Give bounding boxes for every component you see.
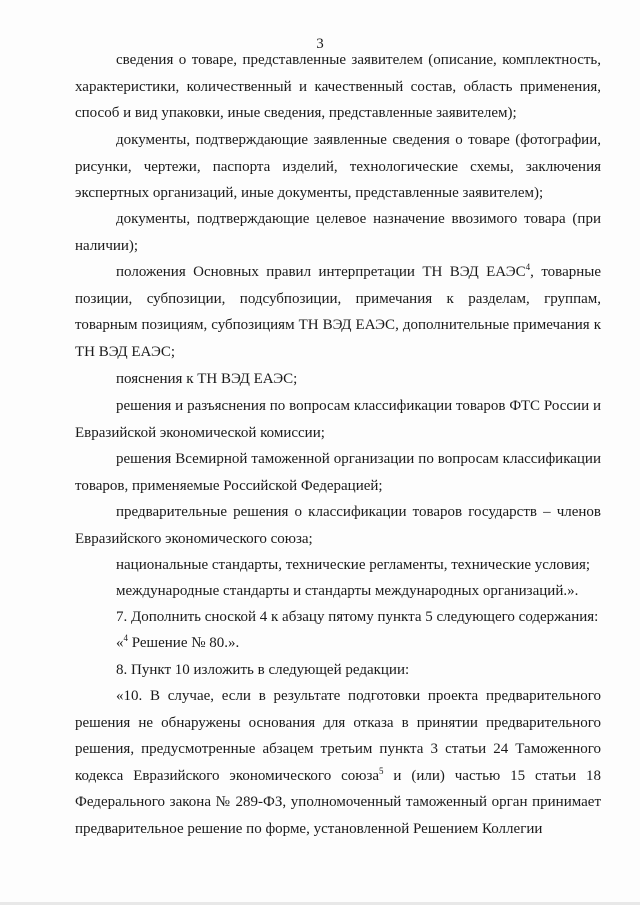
paragraph-text-part: «: [116, 635, 124, 651]
paragraph-text-part: , товарные позиции, субпозиции, подсубпозиции, примечания к разделам, группам, товарным позициям, субпозициям ТН ВЭД ЕАЭС, дополнительные примечания к ТН ВЭД ЕАЭС;: [75, 264, 601, 360]
paragraph-item-10: [75, 683, 601, 842]
paragraph-national-standards: национальные стандарты, технические регламенты, технические условия;: [116, 557, 591, 573]
paragraph-interpretation-rules: [75, 259, 601, 365]
paragraph-item-8: 8. Пункт 10 изложить в следующей редакции:: [116, 662, 410, 678]
paragraph-wco-decisions: решения Всемирной таможенной организации по вопросам классификации товаров, применяемые Российской Федерацией;: [75, 451, 601, 494]
footnote-marker: 4: [525, 262, 531, 272]
paragraph-fts-decisions: решения и разъяснения по вопросам классификации товаров ФТС России и Евразийской экономической комиссии;: [75, 398, 601, 441]
paragraph-footnote-4: [75, 630, 601, 657]
paragraph-text-part: Решение № 80.».: [128, 635, 240, 651]
page-number: 3: [316, 36, 324, 52]
paragraph-purpose-documents: документы, подтверждающие целевое назначение ввозимого товара (при наличии);: [75, 211, 601, 254]
paragraph-international-standards: международные стандарты и стандарты международных организаций.».: [116, 583, 579, 599]
paragraph-text-part: и (или) частью 15 статьи 18 Федерального закона № 289-ФЗ, уполномоченный таможенный орган принимает предварительное решение по форме, установленной Решением Коллегии: [75, 767, 601, 837]
paragraph-preliminary-decisions: предварительные решения о классификации товаров государств – членов Евразийского экономического союза;: [75, 504, 601, 547]
paragraph-text-part: «10. В случае, если в результате подготовки проекта предварительного решения не обнаружены основания для отказа в принятии предварительного решения, предусмотренные абзацем третьим пункта 3 статьи 24 Таможенного кодекса Евразийского экономического союза: [75, 688, 601, 784]
paragraph-text-part: положения Основных правил интерпретации ТН ВЭД ЕАЭС: [116, 264, 526, 280]
footnote-marker: 4: [123, 633, 128, 643]
paragraph-supporting-documents: документы, подтверждающие заявленные сведения о товаре (фотографии, рисунки, чертежи, паспорта изделий, технологические схемы, заключения экспертных организаций, иные документы, представленные заявителем);: [75, 132, 601, 201]
footnote-marker: 5: [379, 765, 384, 776]
paragraph-item-7: 7. Дополнить сноской 4 к абзацу пятому пункта 5 следующего содержания:: [116, 609, 599, 625]
paragraph-product-info: сведения о товаре, представленные заявителем (описание, комплектность, характеристики, количественный и качественный состав, область применения, способ и вид упаковки, иные сведения, представленные заявителем);: [75, 52, 601, 121]
paragraph-explanations: пояснения к ТН ВЭД ЕАЭС;: [116, 371, 298, 387]
